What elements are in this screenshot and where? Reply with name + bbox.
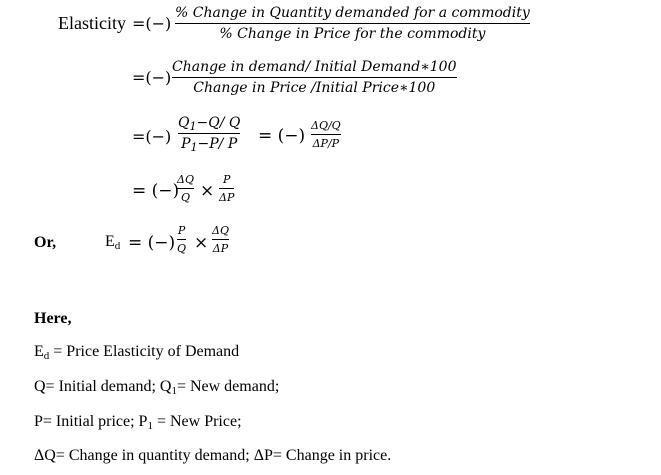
line3-fraction-b-bar [311, 134, 341, 135]
line2-numerator: Change in demand/ Initial Demand∗100 [172, 59, 457, 75]
q-subscript: 1 [189, 120, 197, 133]
line3-fraction-b [311, 120, 341, 149]
definition-q-text-a: Q= Initial demand; Q [34, 378, 172, 395]
line3-numerator-a-rest: −Q/ Q [196, 115, 241, 131]
line3-fraction-a [178, 115, 241, 154]
line3-denominator-a [181, 137, 237, 152]
line2-denominator: Change in Price /Initial Price∗100 [193, 79, 436, 96]
line3-equals-minus-b: = (−) [258, 126, 306, 146]
line5-times: × [194, 233, 209, 253]
line3-denominator-b: ΔP/P [312, 136, 340, 150]
elasticity-label: Elasticity [58, 13, 126, 33]
line5-fraction-b [212, 225, 229, 254]
line3-denominator-a-rest: −P/ P [197, 135, 238, 152]
definition-delta: ΔQ= Change in quantity demand; ΔP= Change in price. [34, 447, 392, 464]
definition-q [34, 378, 279, 396]
line5-numerator-b: ΔQ [212, 224, 229, 237]
line4-fraction-a-bar [177, 188, 194, 189]
definition-p-text-a: P= Initial price; P [34, 413, 148, 430]
line1-fraction-bar [175, 23, 530, 24]
definition-ed [34, 343, 239, 361]
line4-denominator-a: Q [180, 190, 190, 204]
line4-times: × [200, 181, 215, 201]
e-symbol: E [105, 233, 115, 250]
line3-numerator-b: ΔQ/Q [311, 119, 341, 132]
line3-equals-minus: =(−) [132, 127, 172, 146]
definition-p-text-b: = New Price; [152, 413, 242, 430]
line3-fraction-a-bar [178, 133, 240, 134]
line4-fraction-b-bar [219, 188, 234, 189]
line1-denominator: % Change in Price for the commodity [219, 25, 486, 42]
line5-denominator-b: ΔP [212, 241, 229, 255]
line3-numerator-a [178, 116, 240, 131]
q-symbol: Q [178, 115, 190, 131]
line4-fraction-a [177, 174, 194, 203]
line4-denominator-b: ΔP [219, 190, 235, 204]
line4-numerator-a: ΔQ [177, 173, 194, 186]
line1-numerator: % Change in Quantity demanded for a commodity [175, 5, 530, 21]
line4-equals-minus: = (−) [132, 181, 180, 201]
line4-fraction-b [219, 174, 234, 203]
definition-q-subscript: 1 [171, 385, 177, 397]
d-subscript: d [114, 240, 121, 252]
line1-equals-minus: =(−) [132, 14, 172, 33]
here-heading: Here, [34, 310, 72, 327]
definition-p-subscript: 1 [147, 420, 153, 432]
line4-numerator-b: P [222, 173, 231, 186]
definition-ed-symbol: E [34, 343, 44, 360]
line5-denominator-a: Q [177, 241, 187, 255]
definition-ed-subscript: d [43, 350, 50, 362]
p-symbol: P [181, 135, 191, 152]
line5-fraction-b-bar [212, 239, 229, 240]
ed-symbol [105, 233, 120, 251]
or-label: Or, [34, 234, 57, 251]
line2-fraction-bar [172, 77, 457, 78]
line5-fraction-a [177, 225, 186, 254]
definition-q-text-b: = New demand; [176, 378, 280, 395]
line5-numerator-a: P [177, 224, 186, 237]
definition-p [34, 413, 242, 431]
line5-fraction-a-bar [177, 239, 186, 240]
p-subscript: 1 [190, 140, 198, 154]
line2-equals-minus: =(−) [132, 68, 172, 87]
line5-equals-minus: = (−) [128, 233, 176, 253]
line2-fraction [172, 60, 457, 95]
definition-ed-text: = Price Elasticity of Demand [49, 343, 240, 360]
line1-fraction [175, 6, 530, 41]
